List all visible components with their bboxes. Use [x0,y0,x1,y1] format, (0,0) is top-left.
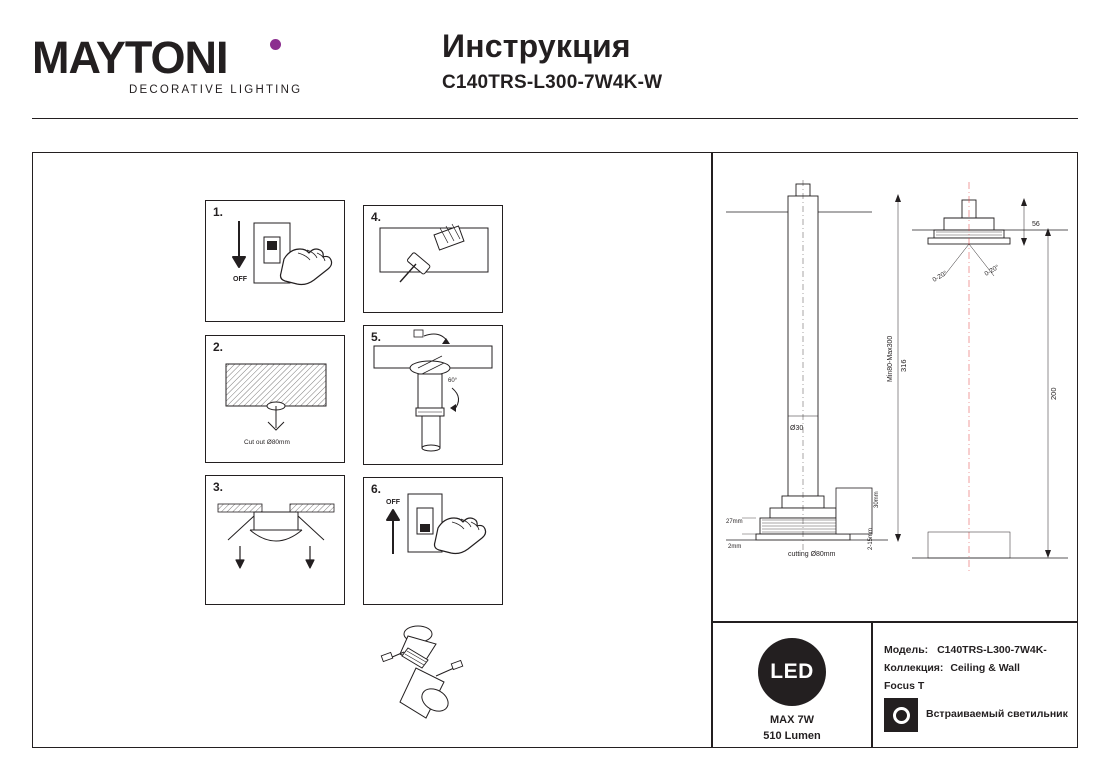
svg-text:cutting Ø80mm: cutting Ø80mm [788,551,836,558]
collection-row [884,662,1020,674]
model-value: C140TRS-L300-7W4K- [937,644,1047,656]
product-info-block [872,622,1078,748]
page-title: Инструкция [442,28,631,64]
brand-logo [32,34,332,96]
led-lumen: 510 Lumen [763,730,821,742]
step-1 [205,200,345,322]
model-label: Модель: [884,644,929,656]
title-block [442,26,902,96]
led-block [712,622,872,748]
svg-text:27mm: 27mm [726,519,743,525]
model-row [884,644,1047,656]
step-6-number: 6. [371,482,382,496]
step-1-number: 1. [213,205,224,219]
svg-text:2mm: 2mm [728,544,742,550]
step-6 [363,477,503,605]
step-5 [363,325,503,465]
collection-name: Focus T [884,680,925,692]
product-perspective-illustration [360,610,530,740]
svg-text:Min80-Max300: Min80-Max300 [887,335,894,382]
brand-name: MAYTONI [32,32,228,83]
svg-text:OFF: OFF [233,276,247,283]
document-header [32,26,1078,118]
svg-text:Cut out Ø80mm: Cut out Ø80mm [244,439,290,446]
step-5-number: 5. [371,330,382,344]
step-2-number: 2. [213,340,224,354]
led-max-power: MAX 7W [770,714,814,726]
step-3-number: 3. [213,480,224,494]
svg-text:0-20°: 0-20° [931,269,949,284]
step-4 [363,205,503,313]
collection-label: Коллекция: [884,662,944,674]
collection-value: Ceiling & Wall [950,662,1020,674]
led-badge: LED [758,638,826,706]
svg-text:316: 316 [899,359,908,372]
technical-drawing [712,152,1078,622]
header-divider [32,118,1078,119]
svg-text:Ø30: Ø30 [790,425,804,432]
brand-dot-icon [270,39,281,50]
svg-text:56: 56 [1032,221,1040,228]
svg-text:0-20°: 0-20° [983,263,1001,278]
luminaire-type-caption: Встраиваемый светильник [926,708,1068,720]
svg-text:60°: 60° [448,378,458,384]
svg-text:30mm: 30mm [874,491,880,508]
step-2 [205,335,345,463]
ring-shape [893,707,910,724]
svg-text:2-15mm: 2-15mm [868,527,874,550]
svg-text:OFF: OFF [386,499,400,506]
page-subtitle: C140TRS-L300-7W4K-W [442,72,663,93]
brand-tagline: DECORATIVE LIGHTING [129,84,303,96]
step-4-number: 4. [371,210,382,224]
collection-name-row [884,680,924,692]
svg-text:200: 200 [1049,387,1058,400]
recessed-luminaire-icon [884,698,918,732]
step-3 [205,475,345,605]
